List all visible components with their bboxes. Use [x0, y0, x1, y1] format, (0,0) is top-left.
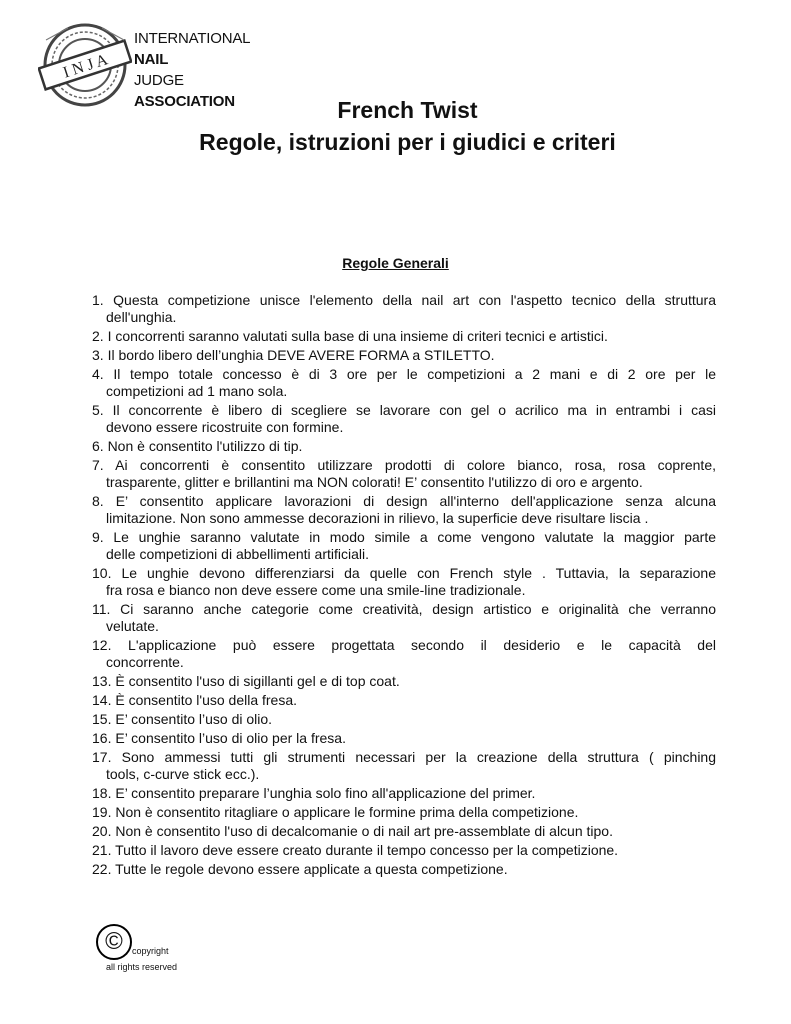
- rule-continuation: dell'unghia.: [106, 309, 177, 325]
- rule-text: 14. È consentito l'uso della fresa.: [92, 692, 298, 708]
- rule-text: 16. E’ consentito l’uso di olio per la fresa.: [92, 730, 346, 746]
- rule-continuation: competizioni ad 1 mano sola.: [106, 383, 288, 399]
- rule-text: 15. E’ consentito l’uso di olio.: [92, 711, 273, 727]
- rule-item: [92, 823, 716, 840]
- rule-text: 5. Il concorrente è libero di scegliere se lavorare con gel o acrilico ma in entrambi i casi: [92, 402, 716, 418]
- document-title: French Twist: [337, 97, 478, 123]
- rules-list: [92, 292, 716, 880]
- rule-continuation: devono essere ricostruite con formine.: [106, 419, 344, 435]
- copyright-label: copyright: [132, 946, 169, 956]
- logo-line-4: ASSOCIATION: [134, 93, 235, 110]
- rule-text: 13. È consentito l'uso di sigillanti gel e di top coat.: [92, 673, 400, 689]
- rule-text: 22. Tutte le regole devono essere applicate a questa competizione.: [92, 861, 508, 877]
- rule-continuation: fra rosa e bianco non deve essere come una smile-line tradizionale.: [106, 582, 526, 598]
- rule-text: 4. Il tempo totale concesso è di 3 ore per le competizioni a 2 mani e di 2 ore per le: [92, 366, 716, 382]
- rule-text: 17. Sono ammessi tutti gli strumenti necessari per la creazione della struttura ( pinching: [92, 749, 716, 765]
- rule-text: 9. Le unghie saranno valutate in modo simile a come vengono valutate la maggior parte: [92, 529, 716, 545]
- rule-item: [92, 565, 716, 599]
- rule-text: 20. Non è consentito l'uso di decalcomanie o di nail art pre-assemblate di alcun tipo.: [92, 823, 613, 839]
- rule-item: [92, 861, 716, 878]
- rule-text: 19. Non è consentito ritagliare o applicare le formine prima della competizione.: [92, 804, 579, 820]
- rule-item: [92, 730, 716, 747]
- rule-text: 21. Tutto il lavoro deve essere creato durante il tempo concesso per la competizione.: [92, 842, 619, 858]
- rule-item: [92, 692, 716, 709]
- rule-continuation: delle competizioni di abbellimenti artificiali.: [106, 546, 370, 562]
- rule-item: [92, 711, 716, 728]
- rule-text: 11. Ci saranno anche categorie come creatività, design artistico e originalità che verranno: [92, 601, 716, 617]
- rule-continuation: trasparente, glitter e brillantini ma NON colorati! E’ consentito l'utilizzo di oro e argento.: [106, 474, 643, 490]
- rule-item: [92, 804, 716, 821]
- logo-line-1: INTERNATIONAL: [134, 30, 251, 47]
- rule-item: [92, 438, 716, 455]
- rule-text: 18. E’ consentito preparare l’unghia solo fino all'applicazione del primer.: [92, 785, 536, 801]
- rule-text: 6. Non è consentito l'utilizzo di tip.: [92, 438, 303, 454]
- rule-text: 8. E’ consentito applicare lavorazioni di design all'interno dell'applicazione senza alcuna: [92, 493, 716, 509]
- rule-continuation: limitazione. Non sono ammesse decorazioni in rilievo, la superficie deve risultare liscia .: [106, 510, 649, 526]
- rule-text: 7. Ai concorrenti è consentito utilizzare prodotti di colore bianco, rosa, rosa coprente,: [92, 457, 716, 473]
- copyright-icon: ©: [96, 924, 132, 960]
- rule-item: [92, 673, 716, 690]
- rule-item: [92, 292, 716, 326]
- rule-text: 1. Questa competizione unisce l'elemento della nail art con l'aspetto tecnico della struttura: [92, 292, 716, 308]
- rule-text: 10. Le unghie devono differenziarsi da quelle con French style . Tuttavia, la separazione: [92, 565, 716, 581]
- copyright-block: [96, 924, 216, 980]
- rule-item: [92, 328, 716, 345]
- rights-reserved: all rights reserved: [106, 962, 178, 972]
- rule-item: [92, 601, 716, 635]
- seal-text: I N J A: [61, 51, 110, 82]
- logo-line-2: NAIL: [134, 51, 169, 68]
- rule-item: [92, 529, 716, 563]
- logo-line-3: JUDGE: [134, 72, 184, 89]
- rule-continuation: concorrente.: [106, 654, 184, 670]
- rule-item: [92, 785, 716, 802]
- rule-continuation: velutate.: [106, 618, 159, 634]
- rule-item: [92, 842, 716, 859]
- rule-text: 12. L'applicazione può essere progettata secondo il desiderio e le capacità del: [92, 637, 716, 653]
- rule-item: [92, 749, 716, 783]
- rule-item: [92, 402, 716, 436]
- document-subtitle: Regole, istruzioni per i giudici e criteri: [199, 129, 616, 155]
- rule-item: [92, 457, 716, 491]
- rule-item: [92, 637, 716, 671]
- rule-text: 2. I concorrenti saranno valutati sulla base di una insieme di criteri tecnici e artistici.: [92, 328, 608, 344]
- rule-item: [92, 347, 716, 364]
- rule-item: [92, 366, 716, 400]
- rule-item: [92, 493, 716, 527]
- rule-text: 3. Il bordo libero dell’unghia DEVE AVERE FORMA a STILETTO.: [92, 347, 495, 363]
- section-heading: Regole Generali: [342, 255, 449, 271]
- rule-continuation: tools, c-curve stick ecc.).: [106, 766, 260, 782]
